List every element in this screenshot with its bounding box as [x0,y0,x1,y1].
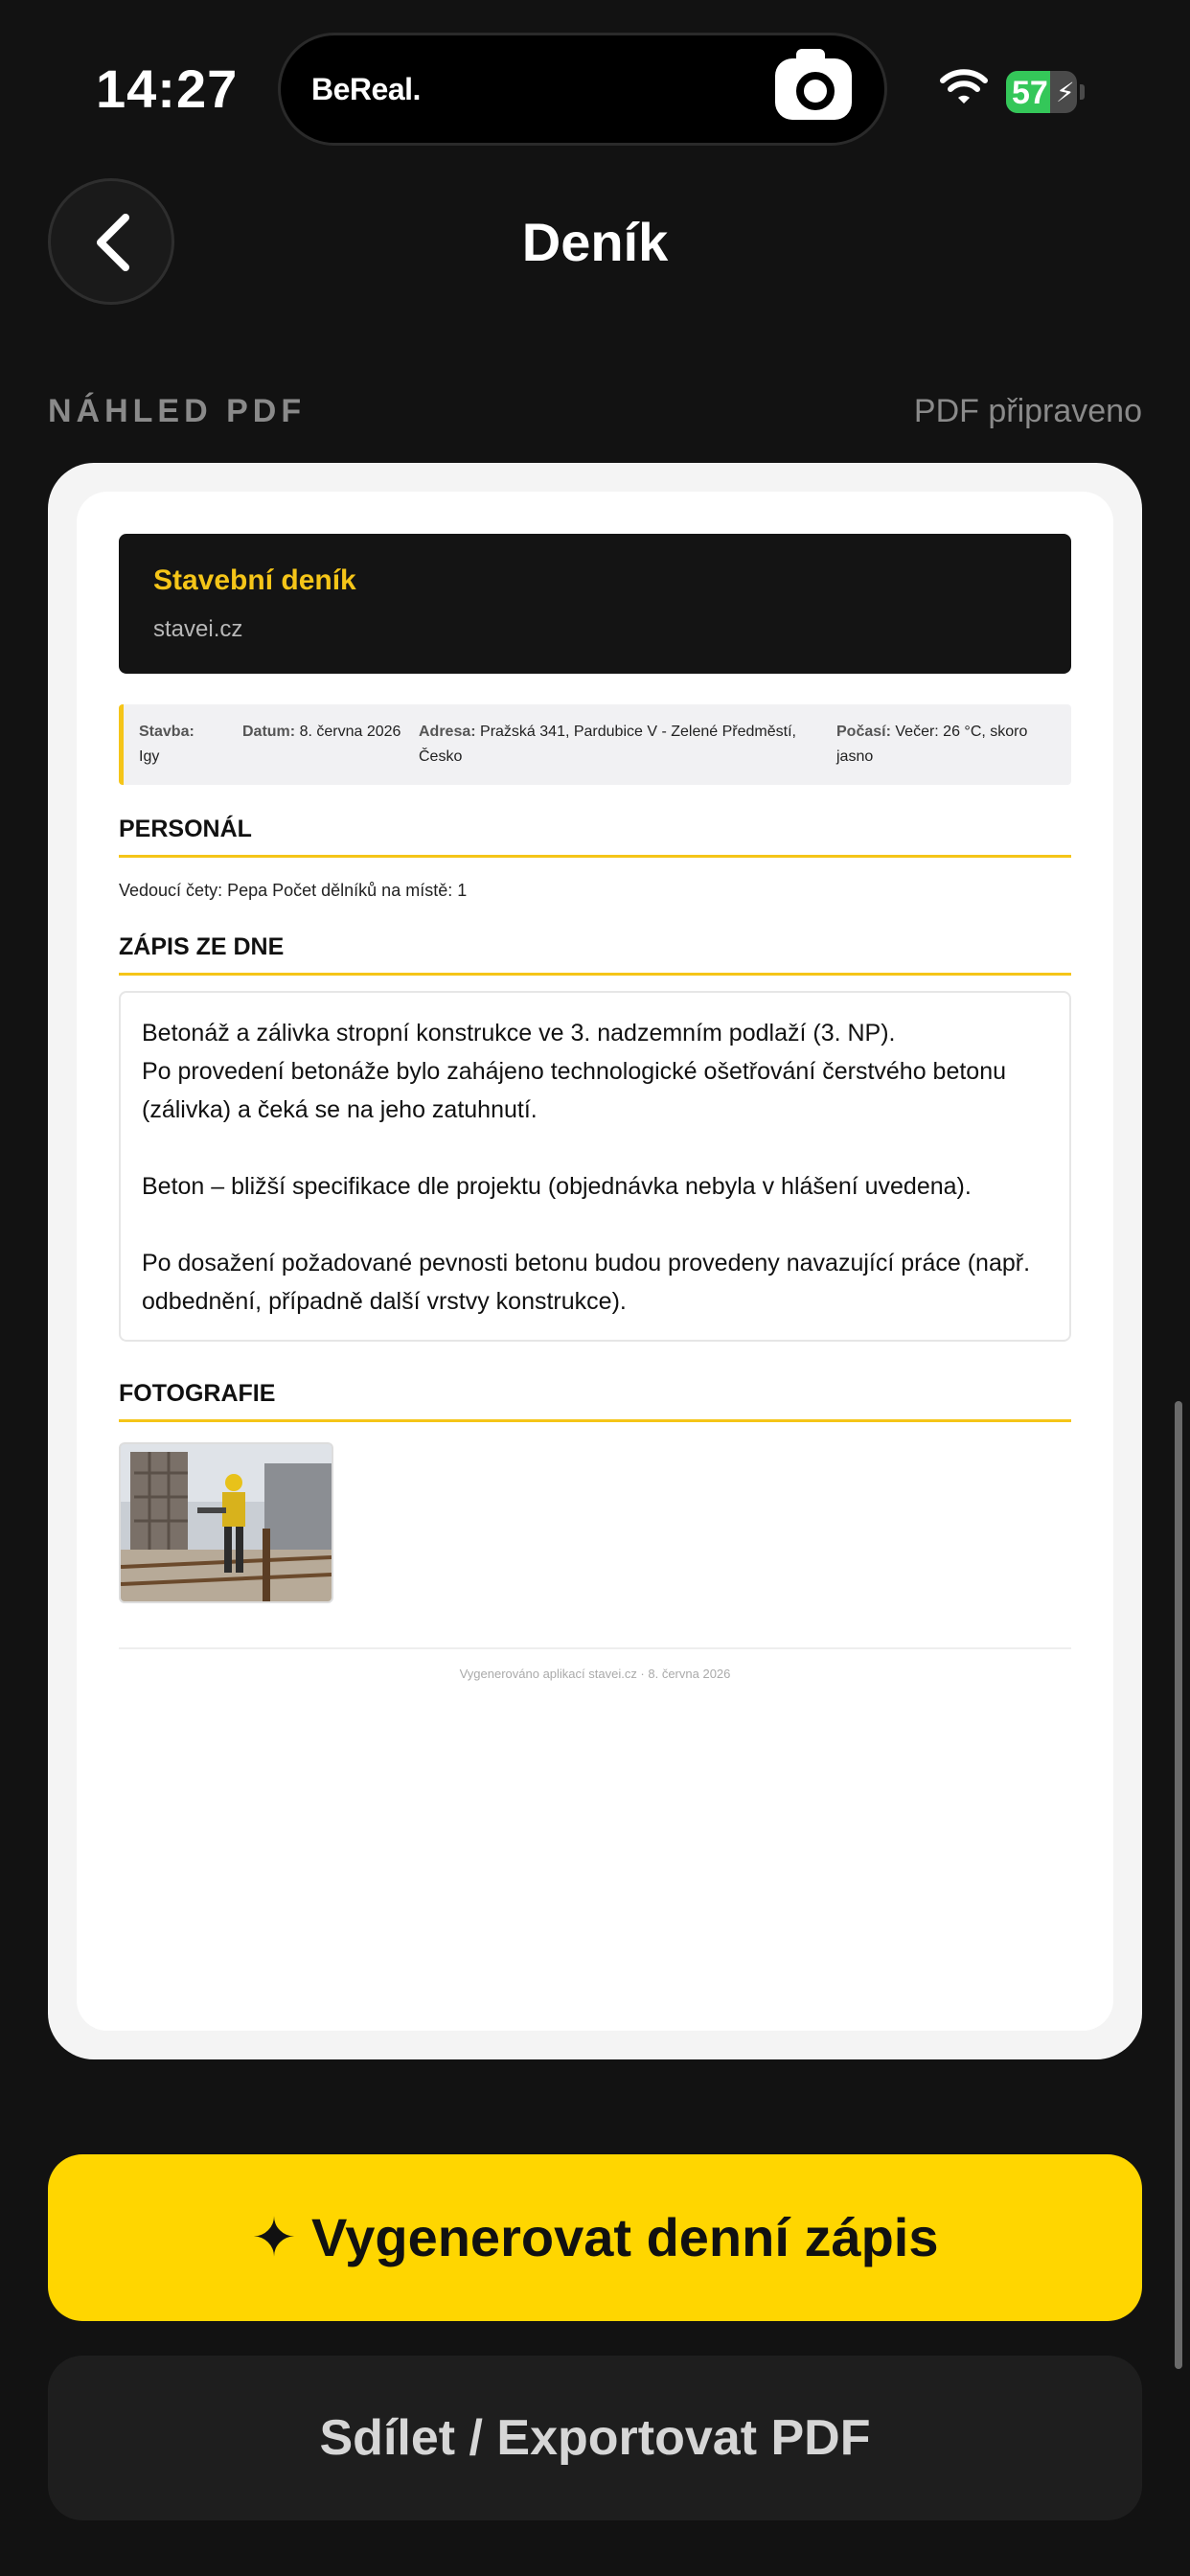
entry-paragraph: Po dosažení požadované pevnosti betonu budou provedeny navazující práce (např. odbednění, případně další vrstvy konstrukce). [142,1250,1031,1315]
personal-text: Vedoucí čety: Pepa Počet dělníků na místě: 1 [119,881,468,900]
construction-photo[interactable] [119,1442,333,1603]
generate-entry-button[interactable]: ✦ Vygenerovat denní zápis [48,2154,1142,2321]
pdf-meta-box [119,704,1071,785]
entry-paragraph: Po provedení betonáže bylo zahájeno technologické ošetřování čerstvého betonu (zálivka) a čeká se na jeho zatuhnutí. [142,1058,1007,1123]
status-time: 14:27 [96,58,239,119]
meta-datum: Datum: 8. června 2026 [242,724,401,740]
meta-pocasi: Počasí: Večer: 26 °C, skoro jasno [836,724,1028,765]
pdf-brand-header [119,534,1071,674]
meta-adresa: Adresa: Pražská 341, Pardubice V - Zelené Předměstí, Česko [419,724,796,765]
footer-divider [119,1647,1071,1649]
charging-bolt-icon: ⚡ [1056,78,1075,107]
battery-icon [1006,71,1077,113]
section-label: NÁHLED PDF [48,393,307,429]
pdf-document [77,492,1113,2031]
page-title: Deník [521,212,669,272]
pdf-brand-site: stavei.cz [153,616,243,642]
pdf-brand-title: Stavební deník [153,564,356,596]
battery-level: 57 [1012,75,1048,111]
camera-icon [775,58,852,120]
entry-box [119,991,1071,1342]
wifi-icon [939,67,989,105]
pdf-preview-card[interactable] [48,463,1142,2059]
share-export-pdf-button[interactable]: Sdílet / Exportovat PDF [48,2356,1142,2520]
pdf-status: PDF připraveno [913,393,1142,429]
entry-paragraph: Beton – bližší specifikace dle projektu (objednávka nebyla v hlášení uvedena). [142,1173,972,1200]
meta-stavba: Stavba: Igy [139,724,195,765]
photos-heading: FOTOGRAFIE [119,1380,1071,1422]
entry-heading: ZÁPIS ZE DNE [119,933,1071,976]
island-app-name: BeReal. [311,72,421,106]
pdf-footer: Vygenerováno aplikací stavei.cz · 8. června 2026 [459,1667,731,1681]
personal-heading: PERSONÁL [119,816,1071,858]
dynamic-island[interactable] [278,33,887,146]
entry-paragraph: Betonáž a zálivka stropní konstrukce ve 3. nadzemním podlaží (3. NP). [142,1020,896,1046]
scrollbar[interactable] [1175,1401,1182,2369]
